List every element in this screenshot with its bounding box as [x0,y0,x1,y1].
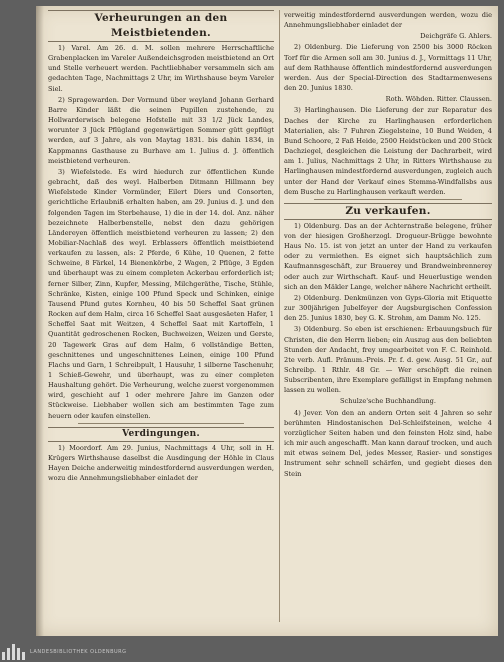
library-logo-icon [2,642,25,660]
continued-moordorf: verweitig mindestfordernd ausverdungen werden, wozu die Annehmungsliebhaber einladet der [284,11,492,30]
right-column [284,10,492,626]
column-divider [279,10,280,622]
page-gutter-shadow [36,6,44,636]
signature-deichgraefe: Deichgräfe G. Ahlers. [420,32,492,41]
sale-jever-stones: 4) Jever. Von den an andern Orten seit 4 Jahren so sehr berühmten Hindostanischen Del-Schleifsteinen, welche 4 vorzüglicher Seiten haben und den feinsten Holz sind, habe ich mir auch angeschafft. Man kann darauf trocken, und auch mit etwas seinem Del, jedes Messer, Rasier- und sonstiges Instrument sehr schnell schärfen, und gegiebt dieses den Stein [284,408,492,478]
notice-oldenburg-torf: 2) Oldenburg. Die Lieferung von 2500 bis 3000 Röcken Torf für die Armen soll am 30. Junius d. J., Vormittags 11 Uhr, auf dem Rathhause öffentlich mindestfordernd ausverdungen werden. Aus der Special-Direction des Stadtarmenwesens den 20. Junius 1830. [284,43,492,93]
section-heading-zu-verkaufen: Zu verkaufen. [284,203,492,220]
notice-varel: 1) Varel. Am 26. d. M. sollen mehrere Herrschaftliche Grabenplacken im Vareler Außendeichsgroden meistbietend an Ort und Stelle verheuert werden. Pachtliebhaber versammeln sich am gedachten Tage, Nachmittags 2 Uhr, im Wirthshause beym Vareler Siel. [48,44,274,93]
left-column [48,10,274,626]
notice-harlinghausen: 3) Harlinghausen. Die Lieferung der zur Reparatur des Daches der Kirche zu Harlinghausen erforderlichen Materialien, als: 7 Fuhren Ziegelsteine, 10 Bund Weiden, 4 Bund Schoore, 2 Faß Heide, 2500 Heidstücken und 200 Stück Dachziegel, desgleichen die Leistung der Dachrarbeit, wird am 1. Julius, Nachmittags 2 Uhr, in Ritters Wirthshause zu Harlinghausen mindestfordernd ausverdungen, zugleich auch unter der Hand der Verkauf eines Stemma-Windfallsbs aus dem Busche zu Harlinghausen verkauft werden. [284,106,492,196]
sale-oldenburg-medals: 2) Oldenburg. Denkmünzen von Gyps-Gloria mit Etiquette zur 300jährigen Jubelfeyer der Augsburgischen Confession den 25. Junius 1830, bey G. K. Strohm, am Damm No. 125. [284,293,492,323]
notice-spragewarden: 2) Spragewarden. Der Vormund über weyland Johann Gerhard Barre Kinder läßt die seinen Pupillen zustehende, zu Hollwarderwisch belegene Hofstelle mit 33 1/2 Jück Landes, worunter 3 Jück Pflügland gegenwärtigen Sommer gütt gepflügt werden, auf 3 Jahre, als von Maytag 1831. bis dahin 1834, in Kappmanns Gasthause zu Burhave am 1. Julius d. J. öffentlich meistbietend verheuren. [48,95,274,165]
library-mark: LANDESBIBLIOTHEK OLDENBURG [30,649,127,655]
sale-oldenburg-house: 1) Oldenburg. Das an der Achternstraße belegene, früher von der hiesigen Großherzogl. Drogueur-Brügge bewohnte Haus No. 15. ist von jetzt an unter der Hand zu verkaufen oder zu vermiethen. Es eignet sich hauptsächlich zum Kaufmannsgeschäft, zur Brauerey und Brandweinbrennerey oder auch zur Wirthschaft. Kauf- und Heuerlustige wenden sich an den Mäkler Lange, welcher nähere Nachricht ertheilt. [284,221,492,291]
notice-wiefelstede: 3) Wiefelstede. Es wird hiedurch zur öffentlichen Kunde gebracht, daß des weyl. Halberben Ditmann Hillmann bey Wiefelstede Kinder Vormünder, Eilert Diers und Consorten, gerichtliche Erlaubniß erhalten haben, am 29. Junius d. J. und den folgenden Tagen im Sterbehause, 1) die in der 14. dol. Anz. näher bezeichnete Halberbenstelle, nebst den dazu gehörigen Ländereyen öffentlich meistbietend verheuren zu lassen; 2) den Mobiliar-Nachlaß des weyl. Erblassers öffentlich meistbietend verkaufen zu lassen, als: 2 Pferde, 6 Kühe, 10 Quenen, 2 fette Schweine, 8 Färkel, 14 Bienenkörbe, 2 Wagen, 2 Pflüge, 3 Egden und überhaupt was zu einem completen Ackerbau erforderlich ist; ferner Silber, Zinn, Kupfer, Messing, Milchgeräthe, Tische, Stühle, Schränke, Kisten, einige 100 Pfund Speck und Schinken, einige Tausend Pfund gutes Kornheu, 40 bis 50 Scheffel Saat grünen Rocken auf dem Halm, circa 16 Scheffel Saat ausgesäeten Hafer, 1 Scheffel Saat mit Weitzen, 4 Scheffel Saat mit Kartoffeln, 1 Quantität gedroschenen Rocken, Buchweizen, Weizen und Gerste, 20 Tagewerk Gras auf dem Halm, 6 vollständige Betten, geschnittenes und ungeschnittenes Leinen, einige 100 Pfund Flachs und Garn, 1 Schreibpult, 1 Hausuhr, 1 silberne Taschenuhr, 1 Schieß-Gewehr, und überhaupt, was zu einer completen Haushaltung gehört. Die Verheurung, welche zuerst vorgenommen wird, geschieht auf 1 oder mehrere Jahre im Ganzen oder Stückweise. Liebhaber wollen sich am bestimmten Tage zum heuern oder kaufen einstellen. [48,167,274,420]
section-rule [78,423,244,424]
section-rule-2 [314,199,462,200]
sale-oldenburg-book: 3) Oldenburg. So eben ist erschienen: Erbauungsbuch für Christen, die den Herrn lieben; ein Auszug aus den beliebten Stunden der Andacht, frey umgearbeitet von F. C. Reinhold. 2te verb. Aufl. Pränum.-Preis. Pr. f. d. gew. Ausg. 51 Gr., auf Schreibp. 1 Rthlr. 48 Gr. — Wer erschöpft die reinen Subscribenten, ihre Exemplare gefälligst in Empfang nehmen lassen zu wollen. [284,325,492,395]
section-heading-verheurungen: Verheurungen an den Meistbietenden. [48,10,274,42]
notice-moordorf: 1) Moordorf. Am 29. Junius, Nachmittags 4 Uhr, soll in H. Krügers Wirthshause daselbst die Ausdingung der Höhle in Claus Hayen Deiche anderweitig mindestfordernd ausverdungen werden, wozu die Annehmungsliebhaber einladet der [48,443,274,483]
section-heading-verdingungen: Verdingungen. [48,427,274,442]
signature-buchhandlung: Schulze'sche Buchhandlung. [340,397,436,406]
signature-direction: Roth. Wöhden. Ritter. Claussen. [385,95,492,104]
